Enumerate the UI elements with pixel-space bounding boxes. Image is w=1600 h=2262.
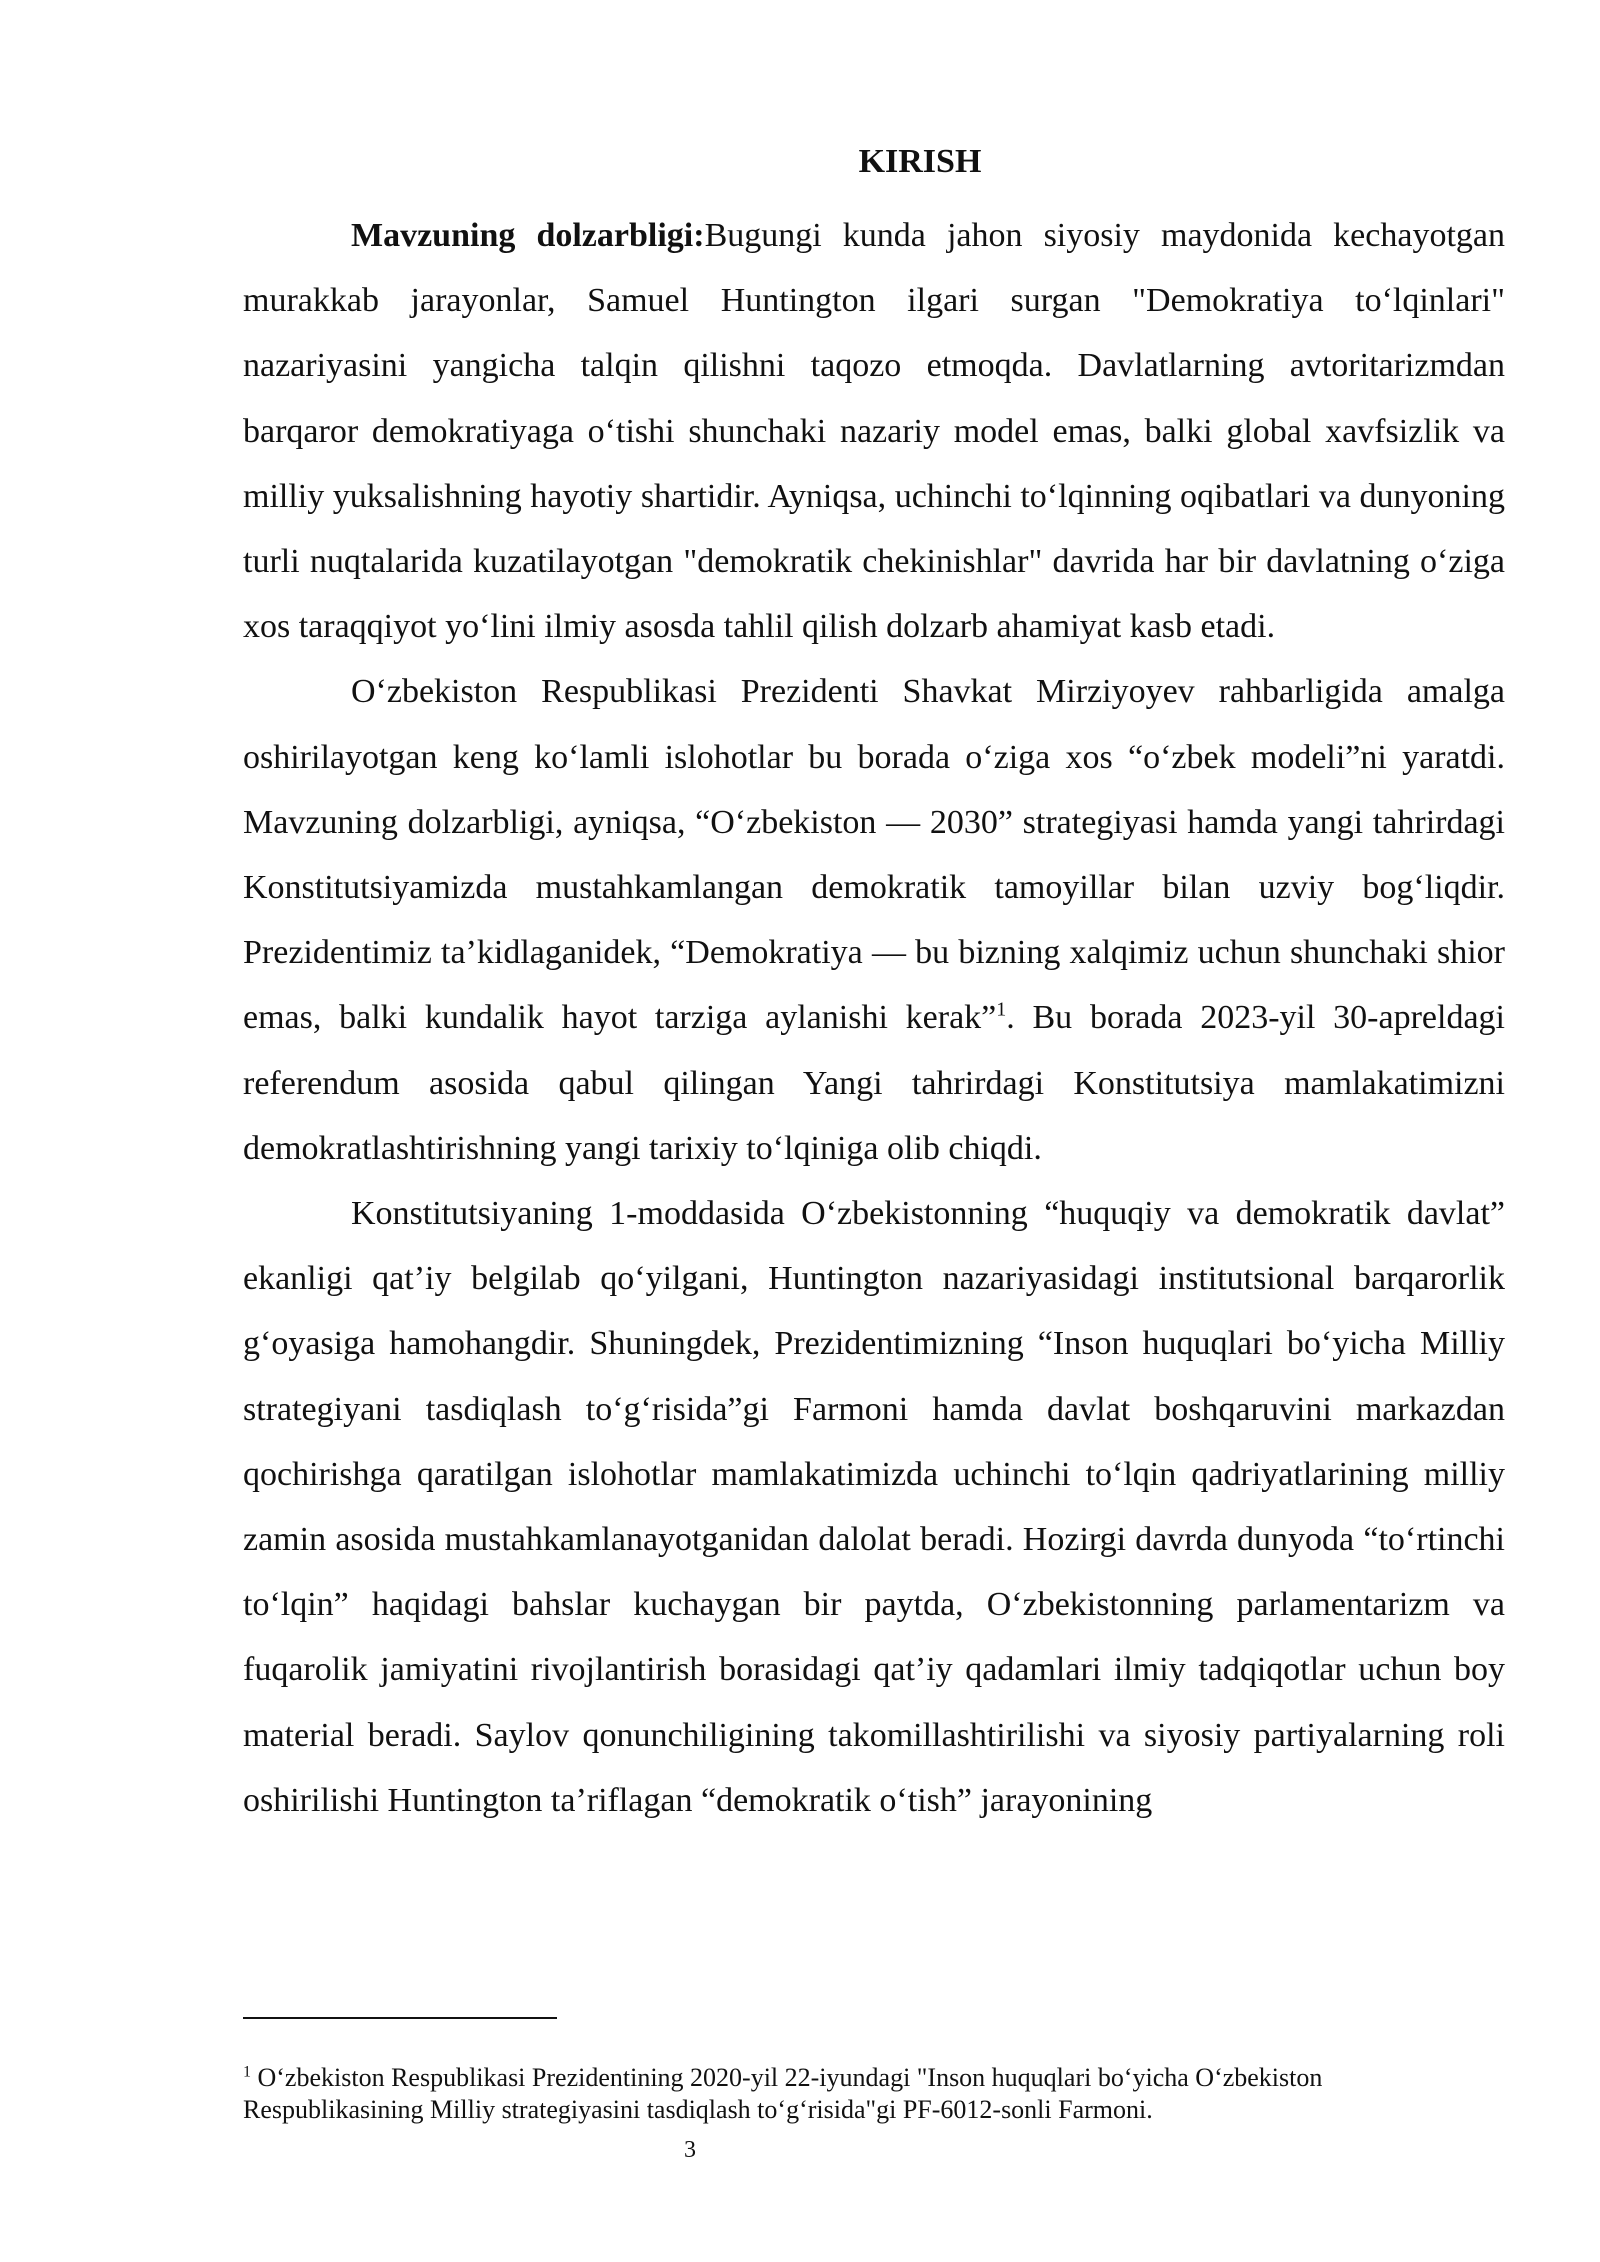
section-heading: KIRISH — [858, 143, 982, 180]
paragraph-text: . Bu borada 2023-yil 30-apreldagi referendum asosida qabul qilingan Yangi tahrirdagi Konstitutsiya mamlakatimizni demokratlashtirishning yangi tarixiy to‘lqiniga olib chiqdi. — [243, 999, 1505, 1167]
paragraph-uzbek-model — [243, 659, 1505, 1181]
body-text — [243, 203, 1505, 1833]
paragraph-lead: Mavzuning dolzarbligi: — [351, 217, 705, 254]
footnote-marker: 1 — [243, 2063, 251, 2081]
paragraph-relevance — [243, 203, 1505, 659]
footnote — [243, 2062, 1505, 2126]
footnote-separator — [243, 2017, 557, 2019]
page-number: 3 — [684, 2137, 696, 2163]
paragraph-text: Konstitutsiyaning 1-moddasida O‘zbekistonning “huquqiy va demokratik davlat” ekanligi qat’iy belgilab qo‘yilgani, Huntington nazariyasidagi institutsional barqarorlik g‘oyasiga hamohangdir. Shuningdek, Prezidentimizning “Inson huquqlari bo‘yicha Milliy strategiyani tasdiqlash to‘g‘risida”gi Farmoni hamda davlat boshqaruvini markazdan qochirishga qaratilgan islohotlar mamlakatimizda uchinchi to‘lqin qadriyatlarining milliy zamin asosida mustahkamlanayotganidan dalolat beradi. Hozirgi davrda dunyoda “to‘rtinchi to‘lqin” haqidagi bahslar kuchaygan bir paytda, O‘zbekistonning parlamentarizm va fuqarolik jamiyatini rivojlantirish borasidagi qat’iy qadamlari ilmiy tadqiqotlar uchun boy material beradi. Saylov qonunchiligining takomillashtirilishi va siyosiy partiyalarning roli oshirilishi Huntington ta’riflagan “demokratik o‘tish” jarayonining — [243, 1195, 1505, 1819]
paragraph-text: O‘zbekiston Respublikasi Prezidenti Shavkat Mirziyoyev rahbarligida amalga oshirilayotgan keng ko‘lamli islohotlar bu borada o‘ziga xos “o‘zbek modeli”ni yaratdi. Mavzuning dolzarbligi, ayniqsa, “O‘zbekiston — 2030” strategiyasi hamda yangi tahrirdagi Konstitutsiyamizda mustahkamlangan demokratik tamoyillar bilan uzviy bog‘liqdir. Prezidentimiz ta’kidlaganidek, “Demokratiya — bu bizning xalqimiz uchun shunchaki shior emas, balki kundalik hayot tarziga aylanishi kerak” — [243, 673, 1505, 1037]
footnote-reference: 1 — [996, 999, 1007, 1022]
paragraph-text: Bugungi kunda jahon siyosiy maydonida kechayotgan murakkab jarayonlar, Samuel Huntington ilgari surgan "Demokratiya to‘lqinlari" nazariyasini yangicha talqin qilishni taqozo etmoqda. Davlatlarning avtoritarizmdan barqaror demokratiyaga o‘tishi shunchaki nazariy model emas, balki global xavfsizlik va milliy yuksalishning hayotiy shartidir. Ayniqsa, uchinchi to‘lqinning oqibatlari va dunyoning turli nuqtalarida kuzatilayotgan "demokratik chekinishlar" davrida har bir davlatning o‘ziga xos taraqqiyot yo‘lini ilmiy asosda tahlil qilish dolzarb ahamiyat kasb etadi. — [243, 217, 1505, 646]
paragraph-constitution — [243, 1181, 1505, 1833]
footnote-text: O‘zbekiston Respublikasi Prezidentining 2020-yil 22-iyundagi "Inson huquqlari bo‘yicha O‘zbekiston Respublikasining Milliy strategiyasini tasdiqlash to‘g‘risida"gi PF-6012-sonli Farmoni. — [243, 2063, 1323, 2124]
